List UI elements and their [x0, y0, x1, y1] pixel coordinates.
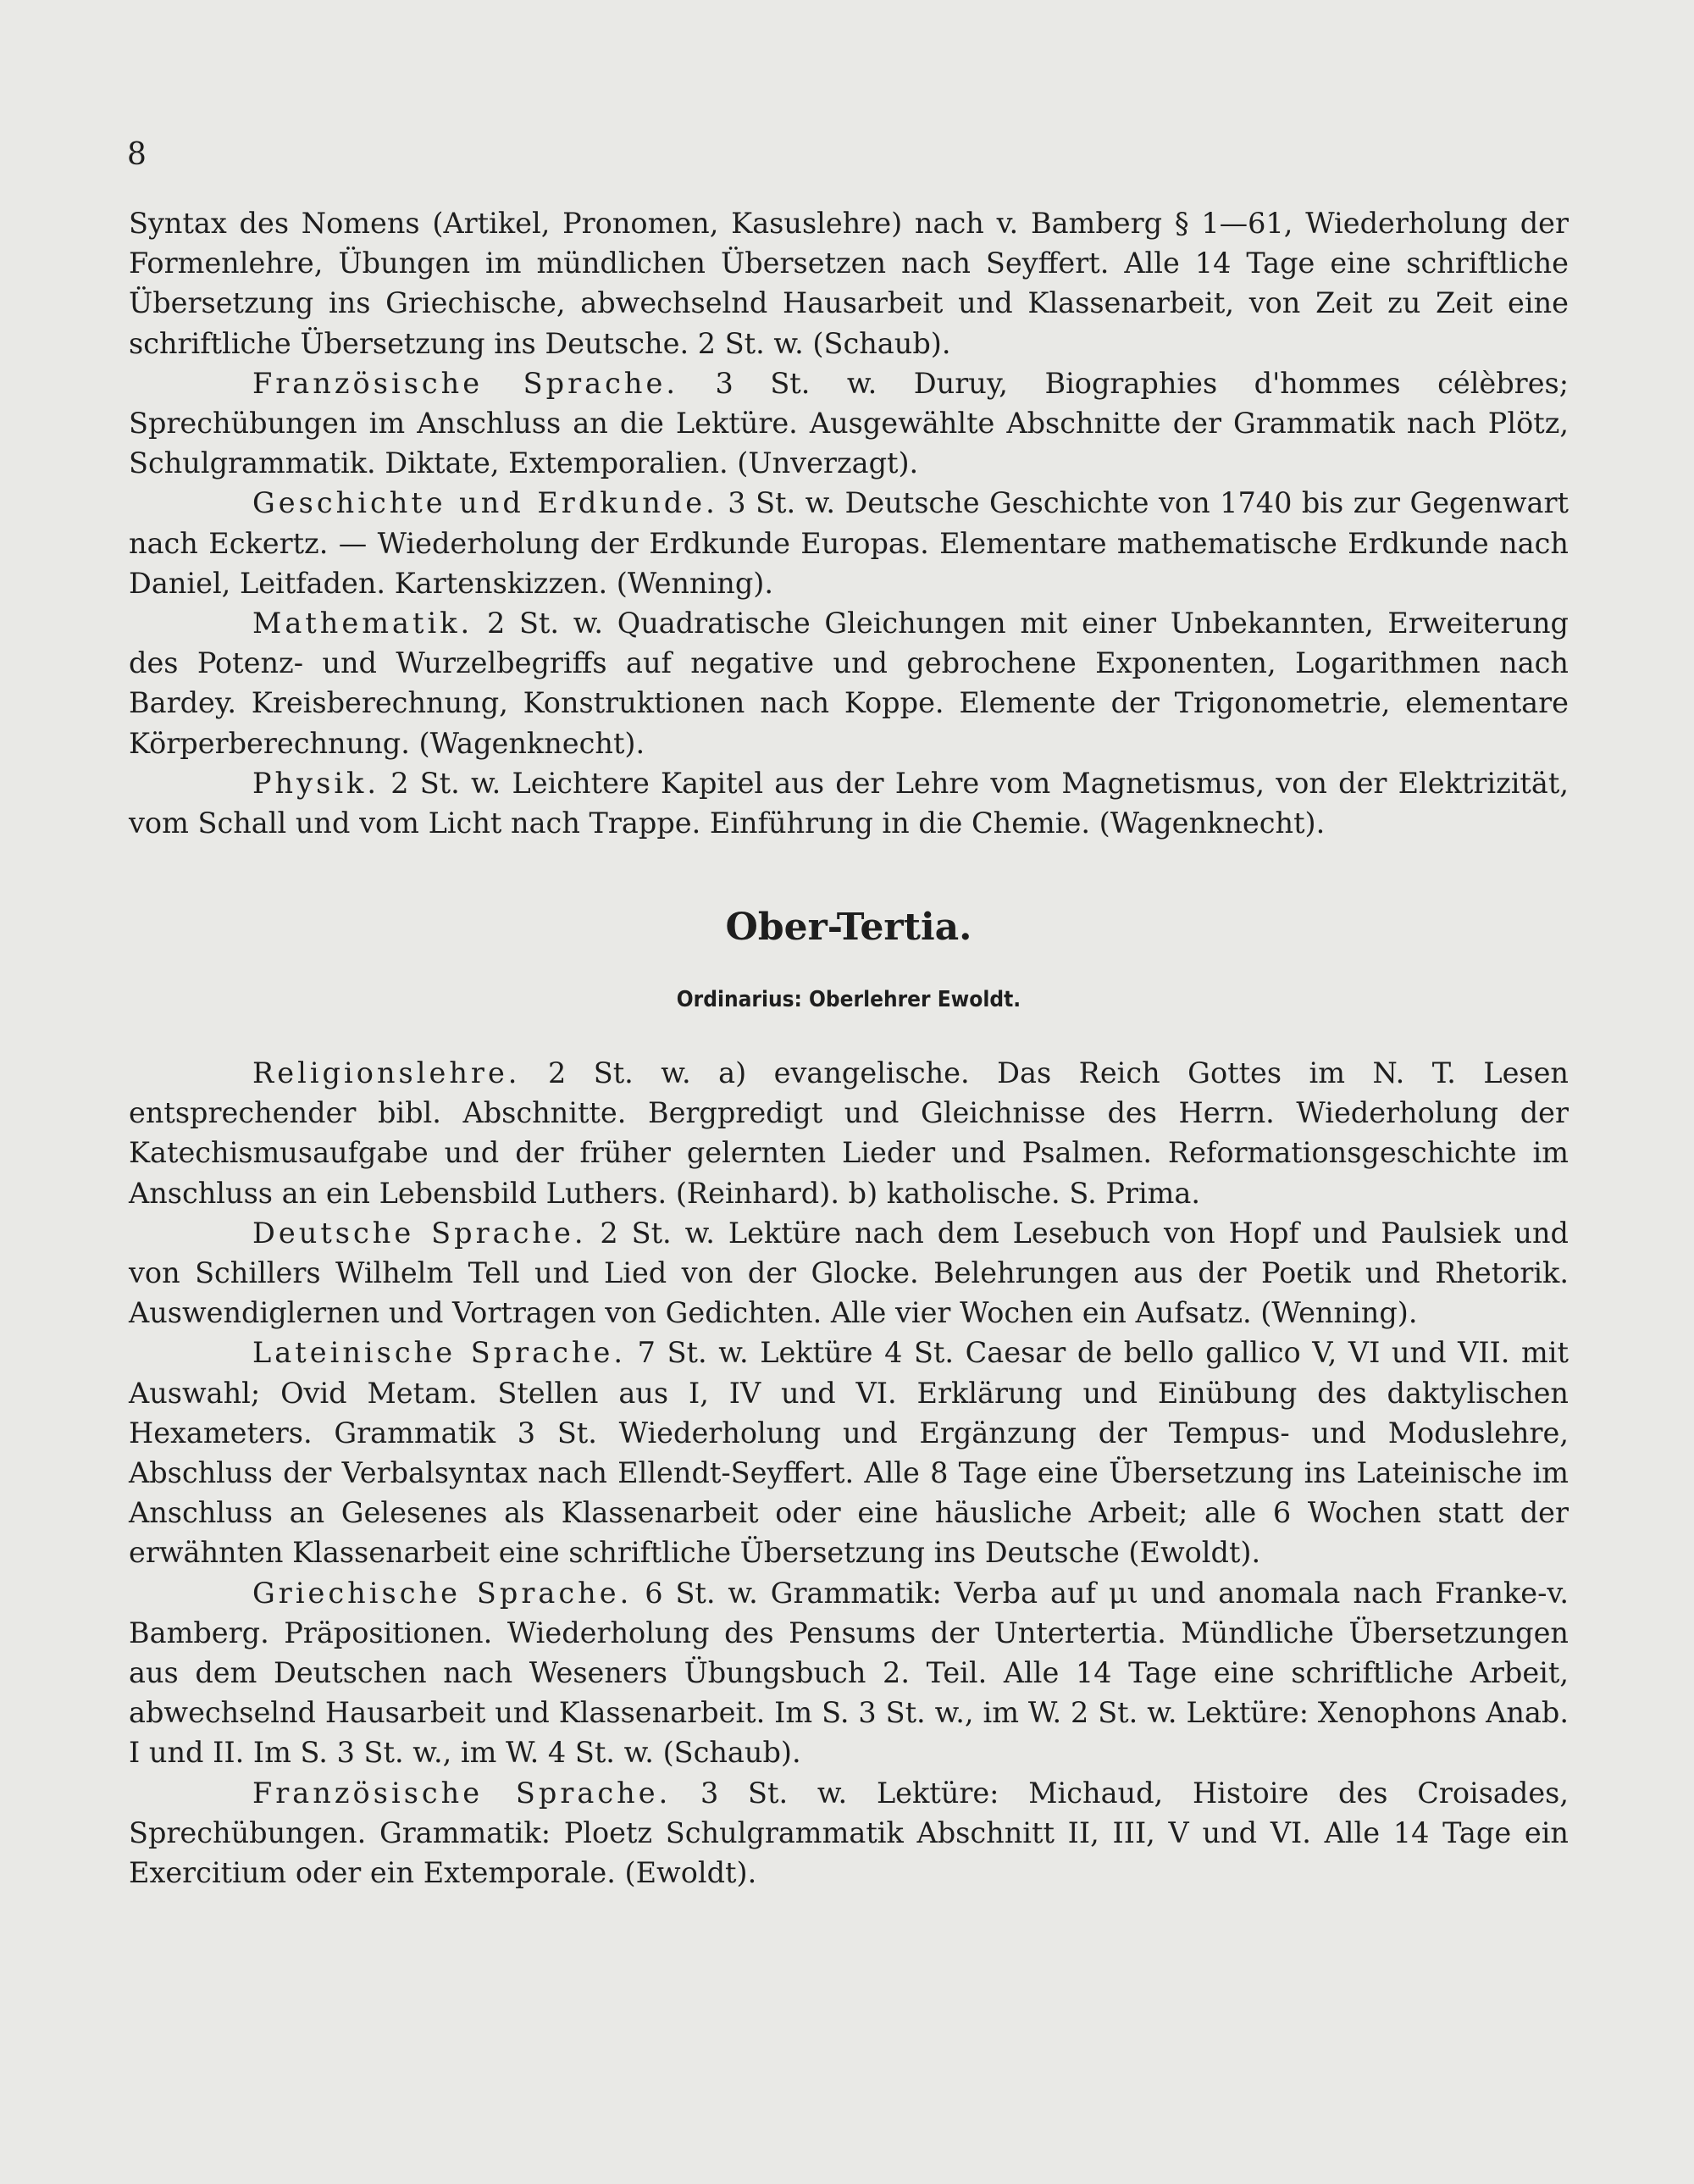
subject-label: Französische Sprache. — [252, 366, 679, 400]
subject-label: Geschichte und Erdkunde. — [252, 486, 718, 520]
subject-label: Religionslehre. — [252, 1056, 521, 1089]
ordinarius-line: Ordinarius: Oberlehrer Ewoldt. — [676, 987, 1021, 1012]
subject-label: Französische Sprache. — [252, 1776, 672, 1810]
paragraph-text: 2 St. w. Quadratische Gleichungen mit einer Unbekannten, Erweiterung des Potenz- und Wurzelbegriffs auf negative und gebrochene Exponenten, Logarithmen nach Bardey. Kreisberechnung, Konstruktionen nach Koppe. Elemente der Trigonometrie, elementare Körperberechnung. (Wagenknecht). — [129, 607, 1569, 760]
paragraph-text: 7 St. w. Lektüre 4 St. Caesar de bello gallico V, VI und VII. mit Auswahl; Ovid Metam. Stellen aus I, IV und VI. Erklärung und Einübung des daktylischen Hexameters. Grammatik 3 St. Wiederholung und Ergänzung der Tempus- und Moduslehre, Abschluss der Verbalsyntax nach Ellendt-Seyffert. Alle 8 Tage eine Übersetzung ins Lateinische im Anschluss an Gelesenes als Klassenarbeit oder eine häusliche Arbeit; alle 6 Wochen statt der erwähnten Klassenarbeit eine schriftliche Übersetzung ins Deutsche (Ewoldt). — [129, 1336, 1569, 1570]
continuation-paragraph: Syntax des Nomens (Artikel, Pronomen, Kasuslehre) nach v. Bamberg § 1—61, Wiederholung der Formenlehre, Übungen im mündlichen Übersetzen nach Seyffert. Alle 14 Tage eine schriftliche Übersetzung ins Griechische, abwechselnd Hausarbeit und Klassenarbeit, von Zeit zu Zeit eine schriftliche Übersetzung ins Deutsche. 2 St. w. (Schaub). — [129, 207, 1569, 360]
paragraph-deutsch — [129, 1213, 1569, 1333]
subject-label: Physik. — [252, 766, 380, 800]
paragraph-franzoesisch-1 — [129, 363, 1569, 484]
subject-label: Lateinische Sprache. — [252, 1336, 627, 1370]
paragraph-text: 3 St. w. Deutsche Geschichte von 1740 bis zur Gegenwart nach Eckertz. — Wiederholung der Erdkunde Europas. Elementare mathematische Erdkunde nach Daniel, Leitfaden. Kartenskizzen. (Wenning). — [129, 486, 1569, 600]
paragraph-physik — [129, 763, 1569, 843]
paragraph-text: 6 St. w. Grammatik: Verba auf μι und anomala nach Franke-v. Bamberg. Präpositionen. Wiederholung des Pensums der Untertertia. Mündliche Übersetzungen aus dem Deutschen nach Weseners Übungsbuch 2. Teil. Alle 14 Tage eine schriftliche Arbeit, abwechselnd Hausarbeit und Klassenarbeit. Im S. 3 St. w., im W. 2 St. w. Lektüre: Xenophons Anab. I und II. Im S. 3 St. w., im W. 4 St. w. (Schaub). — [129, 1576, 1569, 1770]
subject-label: Deutsche Sprache. — [252, 1216, 587, 1250]
paragraph-text: 2 St. w. Lektüre nach dem Lesebuch von Hopf und Paulsiek und von Schillers Wilhelm Tell und Lied von der Glocke. Belehrungen aus der Poetik und Rhetorik. Auswendiglernen und Vortragen von Gedichten. Alle vier Wochen ein Aufsatz. (Wenning). — [129, 1216, 1569, 1330]
paragraph-religion — [129, 1053, 1569, 1213]
subject-label: Griechische Sprache. — [252, 1576, 633, 1610]
paragraph-text: 2 St. w. a) evangelische. Das Reich Gottes im N. T. Lesen entsprechender bibl. Abschnitte. Bergpredigt und Gleichnisse des Herrn. Wiederholung der Katechismusaufgabe und der früher gelernten Lieder und Psalmen. Reformationsgeschichte im Anschluss an ein Lebensbild Luthers. (Reinhard). b) katholische. S. Prima. — [129, 1056, 1569, 1210]
page-number: 8 — [127, 137, 147, 172]
curriculum-text-upper — [129, 203, 1569, 843]
curriculum-text-lower — [129, 1053, 1569, 1893]
paragraph-latein — [129, 1333, 1569, 1572]
paragraph-text: 2 St. w. Leichtere Kapitel aus der Lehre vom Magnetismus, von der Elektrizität, vom Schall und vom Licht nach Trappe. Einführung in die Chemie. (Wagenknecht). — [129, 766, 1569, 840]
paragraph-text: 3 St. w. Lektüre: Michaud, Histoire des Croisades, Sprechübungen. Grammatik: Ploetz Schulgrammatik Abschnitt II, III, V und VI. Alle 14 Tage ein Exercitium oder ein Extemporale. (Ewoldt). — [129, 1776, 1569, 1890]
section-heading-ober-tertia: Ober-Tertia. — [725, 906, 972, 949]
paragraph-franzoesisch-2 — [129, 1773, 1569, 1893]
paragraph-griechisch — [129, 1573, 1569, 1773]
paragraph-text: 3 St. w. Duruy, Biographies d'hommes célèbres; Sprechübungen im Anschluss an die Lektüre. Ausgewählte Abschnitte der Grammatik nach Plötz, Schulgrammatik. Diktate, Extemporalien. (Unverzagt). — [129, 366, 1569, 480]
subject-label: Mathematik. — [252, 607, 473, 640]
paragraph-mathematik — [129, 603, 1569, 763]
paragraph-geschichte — [129, 483, 1569, 603]
